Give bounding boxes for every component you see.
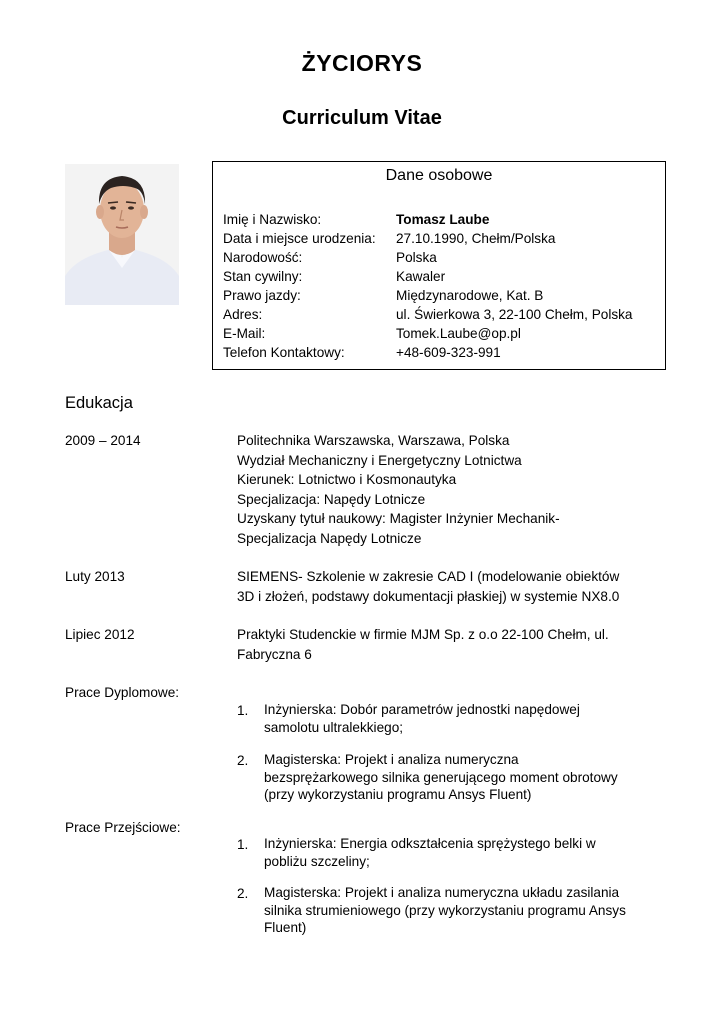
personal-value: Tomasz Laube bbox=[396, 212, 490, 227]
education-date: Luty 2013 bbox=[65, 569, 125, 584]
personal-label: E-Mail: bbox=[223, 326, 266, 341]
education-line: Fabryczna 6 bbox=[237, 646, 312, 662]
education-line: SIEMENS- Szkolenie w zakresie CAD I (modelowanie obiektów bbox=[237, 569, 620, 584]
education-entry bbox=[237, 625, 609, 664]
education-date: 2009 – 2014 bbox=[65, 433, 141, 448]
list-line: pobliżu szczeliny; bbox=[264, 853, 370, 869]
personal-data-box bbox=[212, 161, 666, 370]
list-line: bezsprężarkowego silnika generującego moment obrotowy bbox=[264, 769, 618, 785]
education-date: Lipiec 2012 bbox=[65, 627, 135, 642]
personal-label: Adres: bbox=[223, 307, 263, 322]
list-line: samolotu ultralekkiego; bbox=[264, 719, 404, 735]
education-line: Praktyki Studenckie w firmie MJM Sp. z o.o 22-100 Chełm, ul. bbox=[237, 627, 609, 642]
profile-photo bbox=[65, 164, 179, 305]
education-line: Specjalizacja: Napędy Lotnicze bbox=[237, 491, 426, 507]
personal-value: Polska bbox=[396, 250, 437, 265]
list-line: silnika strumieniowego (przy wykorzystaniu programu Ansys bbox=[264, 902, 626, 918]
list-line: (przy wykorzystaniu programu Ansys Fluent) bbox=[264, 787, 532, 802]
list-line: Fluent) bbox=[264, 920, 307, 935]
list-item bbox=[264, 701, 580, 736]
email-link[interactable]: Tomek.Laube@op.pl bbox=[396, 326, 521, 341]
personal-label: Narodowość: bbox=[223, 250, 303, 265]
personal-label: Prawo jazdy: bbox=[223, 288, 301, 303]
list-number: 2. bbox=[237, 886, 249, 901]
education-line: 3D i złożeń, podstawy dokumentacji płaskiej) w systemie NX8.0 bbox=[237, 588, 620, 604]
personal-value: Kawaler bbox=[396, 269, 446, 284]
education-line: Uzyskany tytuł naukowy: Magister Inżynier Mechanik- bbox=[237, 511, 560, 526]
list-item bbox=[264, 884, 626, 937]
education-line: Kierunek: Lotnictwo i Kosmonautyka bbox=[237, 472, 457, 487]
personal-value: 27.10.1990, Chełm/Polska bbox=[396, 231, 556, 246]
personal-label: Imię i Nazwisko: bbox=[223, 212, 322, 227]
list-number: 1. bbox=[237, 703, 249, 718]
theses-label: Prace Dyplomowe: bbox=[65, 685, 180, 700]
education-heading: Edukacja bbox=[65, 394, 133, 412]
personal-value: ul. Świerkowa 3, 22-100 Chełm, Polska bbox=[396, 307, 633, 322]
page-title: ŻYCIORYS bbox=[301, 50, 423, 76]
page-subtitle: Curriculum Vitae bbox=[282, 107, 442, 129]
personal-value: +48-609-323-991 bbox=[396, 345, 501, 360]
list-line: Inżynierska: Dobór parametrów jednostki napędowej bbox=[264, 702, 580, 717]
personal-label: Telefon Kontaktowy: bbox=[223, 345, 345, 360]
list-item bbox=[264, 835, 596, 870]
education-entry bbox=[237, 431, 560, 548]
education-entry bbox=[237, 567, 619, 606]
list-line: Magisterska: Projekt i analiza numeryczna bbox=[264, 752, 519, 767]
personal-data-heading: Dane osobowe bbox=[385, 167, 493, 184]
personal-label: Data i miejsce urodzenia: bbox=[223, 231, 376, 246]
list-item bbox=[264, 751, 618, 804]
portrait-image bbox=[65, 164, 179, 305]
personal-label: Stan cywilny: bbox=[223, 269, 303, 284]
list-line: Inżynierska: Energia odkształcenia sprężystego belki w bbox=[264, 836, 596, 851]
list-line: Magisterska: Projekt i analiza numeryczna układu zasilania bbox=[264, 885, 620, 900]
transitional-label: Prace Przejściowe: bbox=[65, 820, 181, 835]
education-line: Wydział Mechaniczny i Energetyczny Lotnictwa bbox=[237, 452, 522, 468]
list-number: 1. bbox=[237, 837, 249, 852]
education-line: Specjalizacja Napędy Lotnicze bbox=[237, 530, 422, 546]
personal-value: Międzynarodowe, Kat. B bbox=[396, 288, 544, 303]
education-line: Politechnika Warszawska, Warszawa, Polska bbox=[237, 433, 510, 448]
list-number: 2. bbox=[237, 753, 249, 768]
